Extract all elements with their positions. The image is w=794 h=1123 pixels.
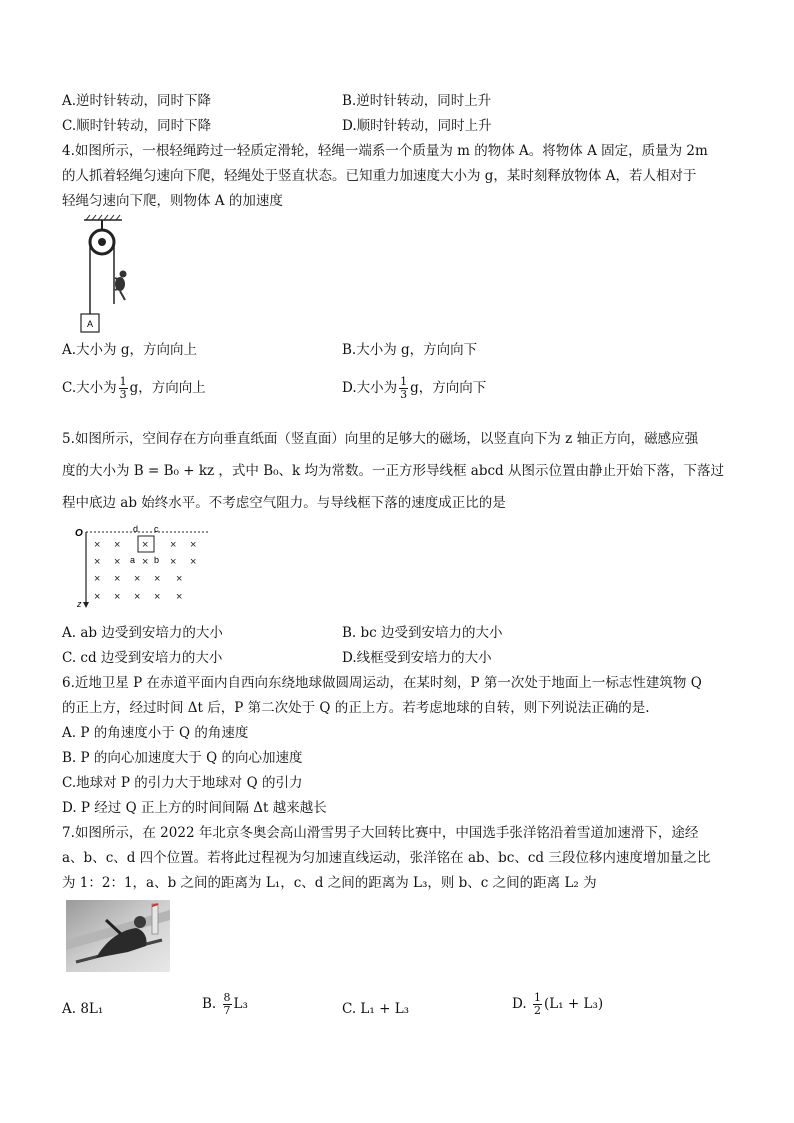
q4-option-a: A.大小为 g，方向向上 [62, 342, 197, 358]
q5-stem-line2: 度的大小为 B = B₀ + kz ，式中 B₀、k 均为常数。一正方形导线框 abcd 从图示位置由静止开始下落，下落过 [62, 463, 724, 479]
svg-text:×: × [114, 591, 121, 603]
q6-stem-line1: 6.近地卫星 P 在赤道平面内自西向东绕地球做圆周运动，在某时刻，P 第一次处于地面上一标志性建筑物 Q [62, 675, 702, 691]
q5-option-c: C. cd 边受到安培力的大小 [62, 650, 223, 666]
fraction-one-third: $\frac{1}{3}$ [119, 375, 127, 401]
svg-text:O: O [75, 528, 83, 539]
q7-option-b: B. $\frac{8}{7}$ L₃ [202, 991, 248, 1017]
q6-stem-line2: 的正上方，经过时间 Δt 后，P 第二次处于 Q 的正上方。若考虑地球的自转，则下列说法正确的是. [62, 700, 650, 716]
q7-option-a: A. 8L₁ [62, 1001, 104, 1017]
svg-text:×: × [190, 556, 197, 568]
q7-option-d: D. $\frac{1}{2}$ (L₁ + L₃) [512, 991, 604, 1017]
svg-text:×: × [94, 573, 101, 585]
q5-option-d: D.线框受到安培力的大小 [342, 650, 492, 666]
q4-stem-line2: 的人抓着轻绳匀速向下爬，轻绳处于竖直状态。已知重力加速度大小为 g，某时刻释放物体 A，若人相对于 [62, 168, 697, 184]
svg-text:×: × [142, 556, 149, 568]
fraction-one-third: $\frac{1}{3}$ [400, 375, 408, 401]
svg-text:×: × [190, 539, 197, 551]
q6-option-b: B. P 的向心加速度大于 Q 的向心加速度 [62, 750, 303, 766]
svg-text:×: × [154, 591, 161, 603]
svg-text:a: a [130, 555, 136, 565]
svg-text:×: × [170, 556, 177, 568]
svg-text:z: z [77, 599, 82, 609]
svg-text:A: A [86, 319, 94, 329]
svg-text:×: × [170, 539, 177, 551]
q4-option-d: D.大小为 $\frac{1}{3}$ g，方向向下 [342, 375, 487, 401]
svg-text:×: × [114, 556, 121, 568]
q5-stem-line1: 5.如图所示，空间存在方向垂直纸面（竖直面）向里的足够大的磁场，以竖直向下为 z 轴正方向，磁感应强 [62, 431, 699, 447]
q7-stem-line2: a、b、c、d 四个位置。若将此过程视为匀加速直线运动，张洋铭在 ab、bc、cd 三段位移内速度增加量之比 [62, 850, 711, 866]
svg-text:×: × [94, 556, 101, 568]
q3-option-a: A.逆时针转动，同时下降 [62, 93, 212, 109]
q5-magnetic-field-figure [72, 520, 212, 610]
ceiling-hatch [84, 215, 122, 220]
q4-stem-line3: 轻绳匀速向下爬，则物体 A 的加速度 [62, 193, 283, 209]
q4-pulley-figure [70, 214, 140, 336]
field-crosses [94, 539, 196, 603]
q5-option-a: A. ab 边受到安培力的大小 [62, 625, 223, 641]
fraction-eight-sevenths: $\frac{8}{7}$ [223, 991, 231, 1017]
q3-option-b: B.逆时针转动，同时上升 [342, 93, 492, 109]
fraction-one-half: $\frac{1}{2}$ [533, 991, 541, 1017]
q5-stem-line3: 程中底边 ab 始终水平。不考虑空气阻力。与导线框下落的速度成正比的是 [62, 495, 506, 511]
q4-option-c: C.大小为 $\frac{1}{3}$ g，方向向上 [62, 375, 206, 401]
q4-stem-line1: 4.如图所示，一根轻绳跨过一轻质定滑轮，轻绳一端系一个质量为 m 的物体 A。将物体 A 固定，质量为 2m [62, 143, 708, 159]
q3-option-d: D.顺时针转动，同时上升 [342, 118, 492, 134]
q7-option-c: C. L₁ + L₃ [342, 1001, 410, 1017]
q6-option-d: D. P 经过 Q 正上方的时间间隔 Δt 越来越长 [62, 800, 327, 816]
svg-text:×: × [176, 573, 183, 585]
svg-text:×: × [154, 573, 161, 585]
svg-text:×: × [94, 539, 101, 551]
svg-text:×: × [134, 573, 141, 585]
svg-text:×: × [134, 591, 141, 603]
climber-figure [115, 271, 127, 301]
q4-option-b: B.大小为 g，方向向下 [342, 342, 478, 358]
skier-photo [66, 900, 170, 972]
q7-stem-line1: 7.如图所示，在 2022 年北京冬奥会高山滑雪男子大回转比赛中，中国选手张洋铭沿着雪道加速滑下，途经 [62, 825, 699, 841]
q3-option-c: C.顺时针转动，同时下降 [62, 118, 212, 134]
q5-option-b: B. bc 边受到安培力的大小 [342, 625, 503, 641]
q7-stem-line3: 为 1：2：1，a、b 之间的距离为 L₁，c、d 之间的距离为 L₃，则 b、c 之间的距离 L₂ 为 [62, 875, 597, 891]
svg-text:×: × [114, 573, 121, 585]
q6-option-c: C.地球对 P 的引力大于地球对 Q 的引力 [62, 775, 303, 791]
svg-text:×: × [114, 539, 121, 551]
svg-text:c: c [154, 524, 159, 534]
svg-text:×: × [94, 591, 101, 603]
svg-text:×: × [176, 591, 183, 603]
svg-text:d: d [133, 524, 139, 534]
q6-option-a: A. P 的角速度小于 Q 的角速度 [62, 725, 249, 741]
svg-text:×: × [142, 539, 149, 551]
svg-text:b: b [154, 555, 160, 565]
